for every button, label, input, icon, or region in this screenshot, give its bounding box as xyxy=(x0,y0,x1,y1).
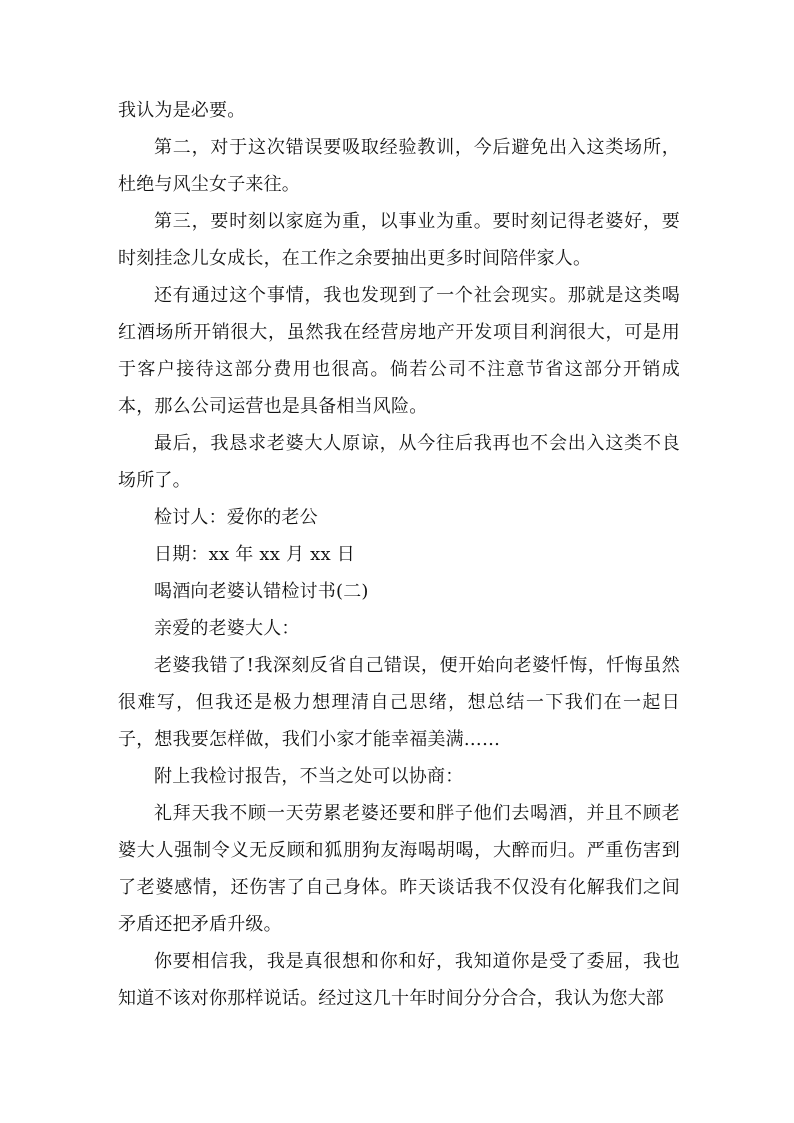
paragraph-apology: 老婆我错了!我深刻反省自己错误，便开始向老婆忏悔，忏悔虽然很难写，但我还是极力想理清自己思绪，想总结一下我们在一起日子，想我要怎样做，我们小家才能幸福美满…… xyxy=(118,655,680,750)
document-body xyxy=(118,92,680,1017)
paragraph-point-three: 第三，要时刻以家庭为重，以事业为重。要时刻记得老婆好，要时刻挂念儿女成长，在工作之余要抽出更多时间陪伴家人。 xyxy=(118,211,680,269)
paragraph-point-two: 第二，对于这次错误要吸取经验教训，今后避免出入这类场所，杜绝与风尘女子来往。 xyxy=(118,137,680,195)
paragraph-sunday-drinking: 礼拜天我不顾一天劳累老婆还要和胖子他们去喝酒，并且不顾老婆大人强制令义无反顾和狐朋狗友海喝胡喝，大醉而归。严重伤害到了老婆感情，还伤害了自己身体。昨天谈话我不仅没有化解我们之间矛盾还把矛盾升级。 xyxy=(118,803,680,935)
section-title: 喝酒向老婆认错检讨书(二) xyxy=(154,581,369,602)
paragraph-continuation: 我认为是必要。 xyxy=(118,100,246,121)
signature-line: 检讨人：爱你的老公 xyxy=(154,507,318,528)
date-line: 日期：xx 年 xx 月 xx 日 xyxy=(154,544,355,565)
salutation: 亲爱的老婆大人： xyxy=(154,618,300,639)
paragraph-social-reality: 还有通过这个事情，我也发现到了一个社会现实。那就是这类喝红酒场所开销很大，虽然我在经营房地产开发项目利润很大，可是用于客户接待这部分费用也很高。倘若公司不注意节省这部分开销成本，那么公司运营也是具备相当风险。 xyxy=(118,285,680,417)
paragraph-believe-me: 你要相信我，我是真很想和你和好，我知道你是受了委屈，我也知道不该对你那样说话。经过这几十年时间分分合合，我认为您大部 xyxy=(118,951,680,1009)
paragraph-attached-report: 附上我检讨报告，不当之处可以协商： xyxy=(154,766,464,787)
paragraph-finally: 最后，我恳求老婆大人原谅，从今往后我再也不会出入这类不良场所了。 xyxy=(118,433,680,491)
